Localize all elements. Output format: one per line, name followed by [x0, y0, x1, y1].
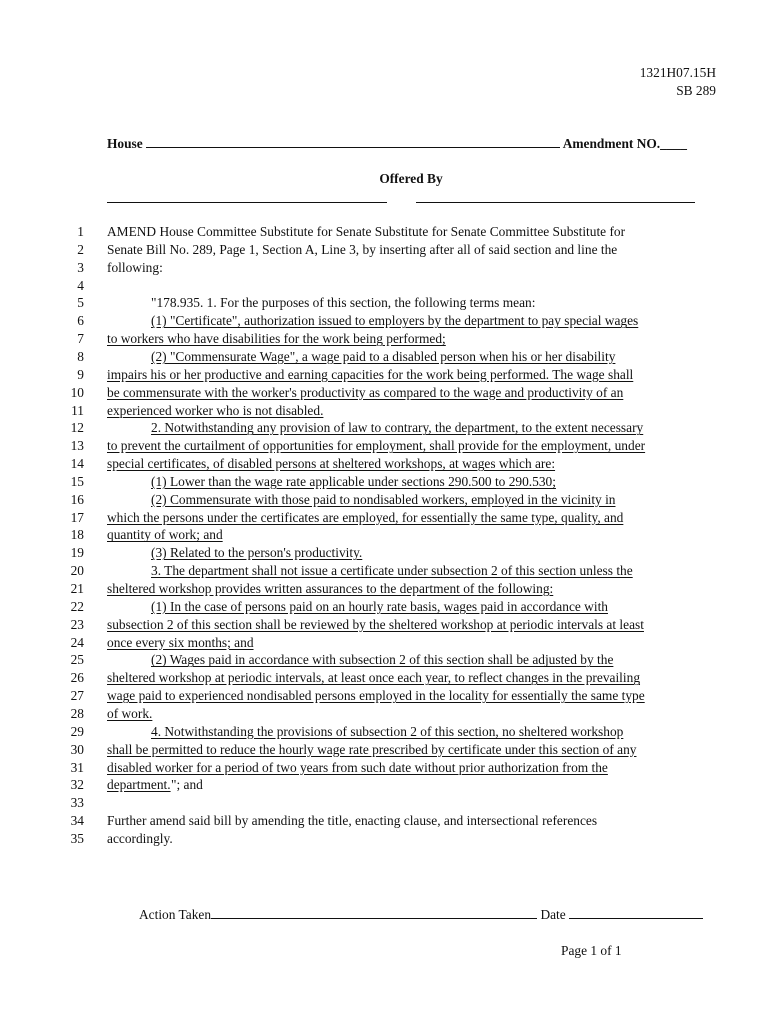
line-number: 5 [77, 295, 84, 311]
line-content: (3) Related to the person's productivity. [151, 545, 363, 561]
document-line [0, 527, 770, 545]
line-text [107, 331, 446, 347]
line-text [107, 492, 616, 508]
line-number: 23 [70, 616, 84, 632]
line-number: 8 [77, 348, 84, 364]
line-content: (2) "Commensurate Wage", a wage paid to a disabled person when his or her disability [151, 348, 616, 364]
line-number: 31 [70, 759, 84, 775]
date-blank [569, 906, 703, 919]
line-text [107, 563, 633, 579]
line-number: 22 [70, 598, 84, 614]
amendment-header-line [107, 135, 687, 152]
line-number: 18 [70, 527, 84, 543]
document-line [0, 706, 770, 724]
line-content: shall be permitted to reduce the hourly wage rate prescribed by certificate under this section of any [107, 741, 637, 757]
line-text [107, 295, 535, 311]
line-number: 1 [77, 224, 84, 239]
line-number: 4 [77, 277, 84, 293]
line-content: which the persons under the certificates are employed, for essentially the same type, quality, and [107, 509, 624, 525]
document-line [0, 367, 770, 385]
line-content: department. [107, 777, 171, 793]
line-content: sheltered workshop provides written assurances to the department of the following: [107, 581, 554, 596]
line-text [107, 420, 643, 436]
document-line [0, 278, 770, 296]
line-content: subsection 2 of this section shall be reviewed by the sheltered workshop at periodic intervals at least [107, 616, 644, 632]
line-number: 10 [70, 384, 84, 400]
line-text [107, 724, 623, 740]
document-line [0, 742, 770, 760]
line-text [107, 349, 615, 365]
line-text [107, 474, 556, 490]
line-content: 4. Notwithstanding the provisions of subsection 2 of this section, no sheltered workshop [151, 723, 624, 739]
line-content: wage paid to experienced nondisabled persons employed in the locality for essentially the same type [107, 688, 645, 704]
document-line [0, 599, 770, 617]
document-line [0, 420, 770, 438]
line-number: 17 [70, 509, 84, 525]
document-line [0, 724, 770, 742]
document-line [0, 635, 770, 653]
date-label: Date [540, 907, 566, 922]
line-text [107, 367, 633, 383]
line-content: (2) Commensurate with those paid to nondisabled workers, employed in the vicinity in [151, 491, 616, 507]
line-text [107, 510, 623, 526]
line-content: once every six months; and [107, 634, 254, 650]
document-line [0, 545, 770, 563]
line-content: (1) Lower than the wage rate applicable under sections 290.500 to 290.530; [151, 473, 556, 489]
line-text [107, 706, 152, 722]
line-text [107, 617, 644, 633]
line-number: 27 [70, 688, 84, 704]
house-label: House [107, 136, 143, 151]
document-line [0, 617, 770, 635]
line-number: 32 [70, 777, 84, 793]
document-line [0, 385, 770, 403]
document-line [0, 581, 770, 599]
line-text [107, 403, 323, 419]
document-line [0, 760, 770, 778]
line-text [107, 599, 608, 615]
line-text [107, 313, 638, 329]
document-line [0, 456, 770, 474]
document-line [0, 224, 770, 242]
line-text [107, 831, 173, 847]
bill-number: SB 289 [676, 83, 716, 98]
line-content: impairs his or her productive and earning capacities for the work being performed. The wage shall [107, 366, 634, 382]
document-line [0, 777, 770, 795]
document-line [0, 510, 770, 528]
line-content: 2. Notwithstanding any provision of law to contrary, the department, to the extent necessary [151, 420, 644, 436]
document-line [0, 563, 770, 581]
line-number: 30 [70, 741, 84, 757]
line-content: disabled worker for a period of two years from such date without prior authorization from the [107, 759, 608, 775]
line-content: "178.935. 1. For the purposes of this section, the following terms mean: [151, 295, 536, 311]
line-number: 19 [70, 545, 84, 561]
line-content: (1) In the case of persons paid on an hourly rate basis, wages paid in accordance with [151, 598, 608, 614]
line-content: sheltered workshop at periodic intervals, at least once each year, to reflect changes in the prevailing [107, 670, 641, 686]
line-text [107, 670, 640, 686]
document-line [0, 260, 770, 278]
line-number: 21 [70, 581, 84, 596]
line-text [107, 456, 555, 472]
line-content: (2) Wages paid in accordance with subsection 2 of this section shall be adjusted by the [151, 652, 614, 668]
line-number: 26 [70, 670, 84, 686]
offered-by-signature-line-1 [107, 202, 387, 203]
line-text [107, 527, 223, 543]
document-line [0, 492, 770, 510]
action-taken-row [139, 906, 703, 923]
document-line [0, 313, 770, 331]
line-number: 11 [71, 402, 84, 418]
line-content: accordingly. [107, 830, 173, 846]
line-number: 20 [70, 563, 84, 579]
line-number: 24 [70, 634, 84, 650]
action-taken-blank [211, 906, 537, 919]
document-line [0, 474, 770, 492]
document-line [0, 242, 770, 260]
line-text [107, 242, 617, 258]
line-content: experienced worker who is not disabled. [107, 402, 324, 418]
offered-by-signature-line-2 [416, 202, 695, 203]
page-indicator: Page 1 of 1 [561, 943, 622, 958]
line-text [107, 688, 645, 704]
line-number: 29 [70, 723, 84, 739]
line-number: 33 [70, 795, 84, 811]
document-line [0, 403, 770, 421]
line-number: 2 [77, 241, 84, 257]
line-text [107, 260, 163, 276]
line-content: be commensurate with the worker's productivity as compared to the wage and productivity of an [107, 384, 624, 400]
offered-by-label: Offered By [379, 171, 443, 186]
line-text [107, 385, 623, 401]
document-line [0, 831, 770, 849]
line-content: Senate Bill No. 289, Page 1, Section A, Line 3, by inserting after all of said section and line the [107, 241, 618, 257]
line-text [107, 652, 613, 668]
line-number: 14 [70, 456, 84, 472]
line-number: 7 [77, 331, 84, 347]
document-line [0, 795, 770, 813]
line-number: 35 [70, 830, 84, 846]
document-line [0, 295, 770, 313]
line-content: following: [107, 259, 163, 275]
line-text [107, 742, 636, 758]
line-content: to prevent the curtailment of opportunities for employment, shall provide for the employment, under [107, 438, 646, 454]
amendment-number-blank: ____ [660, 136, 687, 151]
line-content: AMEND House Committee Substitute for Senate Substitute for Senate Committee Substitute for [107, 224, 626, 239]
document-line [0, 652, 770, 670]
document-line [0, 349, 770, 367]
line-number: 3 [77, 259, 84, 275]
line-content: (1) "Certificate", authorization issued to employers by the department to pay special wages [151, 313, 639, 329]
line-text [107, 813, 597, 829]
line-number: 6 [77, 313, 84, 329]
document-line [0, 331, 770, 349]
line-suffix: "; and [171, 777, 203, 793]
action-taken-label: Action Taken [139, 907, 212, 922]
line-number: 16 [70, 491, 84, 507]
line-number: 13 [70, 438, 84, 454]
line-text [107, 438, 645, 454]
line-content: 3. The department shall not issue a certificate under subsection 2 of this section unless the [151, 563, 633, 579]
line-text [107, 581, 553, 597]
line-text [107, 224, 625, 240]
line-content: Further amend said bill by amending the title, enacting clause, and intersectional references [107, 813, 598, 829]
line-number: 12 [70, 420, 84, 436]
line-number: 28 [70, 705, 84, 721]
line-content: quantity of work; and [107, 527, 223, 543]
line-number: 25 [70, 652, 84, 668]
amendment-number-label: Amendment NO. [562, 136, 661, 151]
line-text [107, 777, 171, 793]
line-text [107, 545, 362, 561]
line-content: special certificates, of disabled persons at sheltered workshops, at wages which are: [107, 456, 556, 472]
document-code: 1321H07.15H [639, 65, 716, 80]
line-number: 15 [70, 473, 84, 489]
document-line [0, 688, 770, 706]
house-blank [146, 135, 560, 148]
document-line [0, 438, 770, 456]
line-content: of work. [107, 705, 153, 721]
document-line [0, 813, 770, 831]
line-content: to workers who have disabilities for the work being performed; [107, 331, 446, 347]
document-line [0, 670, 770, 688]
line-text [107, 760, 608, 776]
line-text [107, 635, 254, 651]
line-number: 34 [70, 813, 84, 829]
line-number: 9 [77, 366, 84, 382]
